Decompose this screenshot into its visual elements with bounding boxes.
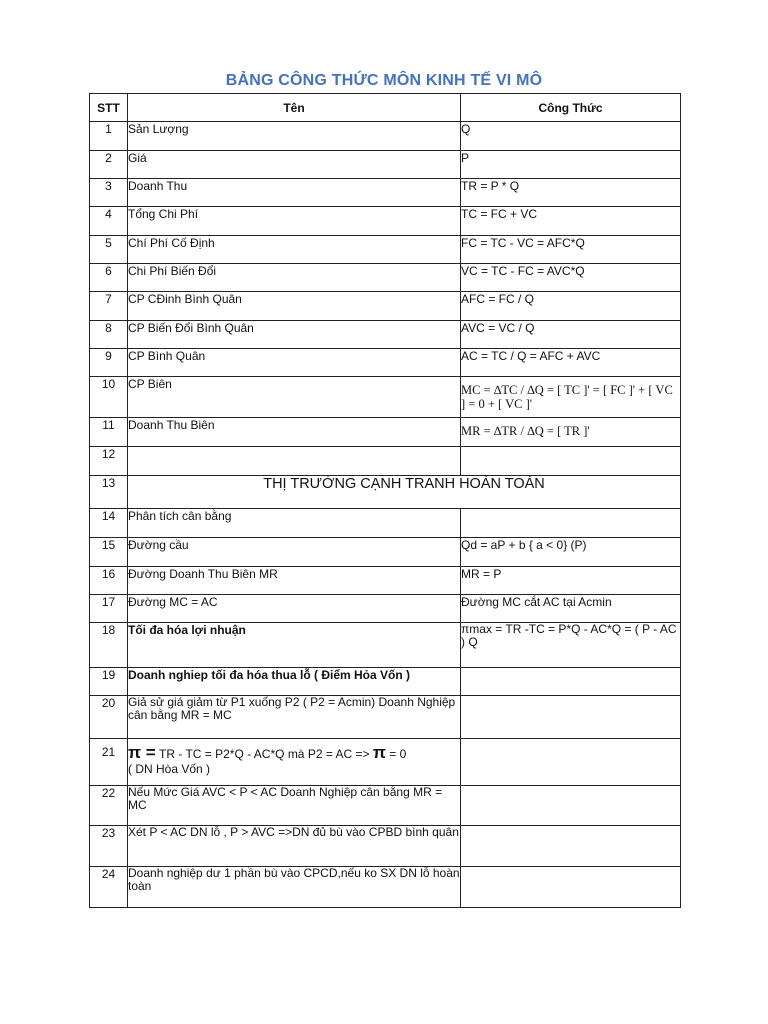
- row-stt: 19: [90, 668, 128, 696]
- row-formula: AVC = VC / Q: [461, 321, 681, 349]
- row-formula: [461, 826, 681, 867]
- row-name: Đường Doanh Thu Biên MR: [128, 567, 461, 595]
- table-row: [90, 595, 681, 623]
- table-row: [90, 623, 681, 668]
- row-name: Phân tích cân bằng: [128, 509, 461, 538]
- row-name: Doanh Thu Biên: [128, 418, 461, 447]
- table-row: [90, 377, 681, 418]
- table-row: [90, 447, 681, 476]
- table-row: [90, 349, 681, 377]
- row-name: Đường cầu: [128, 538, 461, 567]
- row-formula: Q: [461, 122, 681, 151]
- row-formula: TC = FC + VC: [461, 207, 681, 236]
- header-name: Tên: [128, 94, 461, 122]
- row-name-text: ( DN Hòa Vốn ): [128, 762, 211, 776]
- row-stt: 16: [90, 567, 128, 595]
- row-stt: 15: [90, 538, 128, 567]
- pi-symbol: π: [372, 743, 386, 762]
- table-row: [90, 867, 681, 908]
- row-formula: [461, 447, 681, 476]
- table-row: [90, 668, 681, 696]
- table-row: [90, 122, 681, 151]
- row-name: Chí Phí Cố Định: [128, 236, 461, 264]
- row-formula: πmax = TR -TC = P*Q - AC*Q = ( P - AC ) Q: [461, 623, 681, 668]
- table-row: [90, 151, 681, 179]
- row-name: Sản Lượng: [128, 122, 461, 151]
- row-formula: Qd = aP + b { a < 0} (P): [461, 538, 681, 567]
- table-row: [90, 786, 681, 826]
- table-row: [90, 264, 681, 292]
- table-row: [90, 739, 681, 786]
- row-name: Tối đa hóa lợi nhuận: [128, 623, 461, 668]
- row-name: Xét P < AC DN lỗ , P > AVC =>DN đủ bù vào CPBD bình quân: [128, 826, 461, 867]
- row-name: Đường MC = AC: [128, 595, 461, 623]
- row-formula: VC = TC - FC = AVC*Q: [461, 264, 681, 292]
- row-name-text: = 0: [385, 747, 407, 761]
- row-stt: 1: [90, 122, 128, 151]
- row-stt: 24: [90, 867, 128, 908]
- row-name: Nếu Mức Giá AVC < P < AC Doanh Nghiệp cân bằng MR = MC: [128, 786, 461, 826]
- row-formula: P: [461, 151, 681, 179]
- table-header-row: [90, 94, 681, 122]
- row-formula: AFC = FC / Q: [461, 292, 681, 321]
- table-row: [90, 696, 681, 739]
- row-name: Giá: [128, 151, 461, 179]
- row-name: Doanh nghiep tối đa hóa thua lỗ ( Điểm Hỏa Vốn ): [128, 668, 461, 696]
- row-name: Doanh nghiệp dư 1 phần bù vào CPCD,nếu ko SX DN lỗ hoàn toàn: [128, 867, 461, 908]
- row-name: [128, 447, 461, 476]
- table-row: [90, 207, 681, 236]
- row-stt: 14: [90, 509, 128, 538]
- row-formula: [461, 786, 681, 826]
- row-name: CP Biên: [128, 377, 461, 418]
- row-stt: 20: [90, 696, 128, 739]
- table-row: [90, 509, 681, 538]
- row-stt: 4: [90, 207, 128, 236]
- row-stt: 18: [90, 623, 128, 668]
- row-formula: [461, 668, 681, 696]
- table-row: [90, 538, 681, 567]
- page-title: BẢNG CÔNG THỨC MÔN KINH TẾ VI MÔ: [225, 72, 543, 89]
- row-formula: [461, 696, 681, 739]
- row-stt: 13: [90, 476, 128, 509]
- row-name: CP CĐinh Bình Quân: [128, 292, 461, 321]
- row-formula: Đường MC cắt AC tại Acmin: [461, 595, 681, 623]
- row-stt: 6: [90, 264, 128, 292]
- row-name: CP Bình Quân: [128, 349, 461, 377]
- row-formula: [461, 867, 681, 908]
- row-stt: 21: [90, 739, 128, 786]
- row-name: Chi Phí Biến Đổi: [128, 264, 461, 292]
- row-stt: 5: [90, 236, 128, 264]
- row-name: Doanh Thu: [128, 179, 461, 207]
- section-row: [90, 476, 681, 509]
- row-stt: 7: [90, 292, 128, 321]
- section-heading: THỊ TRƯỜNG CẠNH TRANH HOÀN TOÀN: [128, 476, 681, 509]
- row-name: Giả sử giá giảm từ P1 xuống P2 ( P2 = Acmin) Doanh Nghiệp cân bằng MR = MC: [128, 696, 461, 739]
- row-stt: 9: [90, 349, 128, 377]
- table-row: [90, 292, 681, 321]
- row-stt: 3: [90, 179, 128, 207]
- pi-symbol: π =: [128, 743, 156, 762]
- formula-table: [89, 93, 681, 908]
- row-name: Tổng Chi Phí: [128, 207, 461, 236]
- row-formula: FC = TC - VC = AFC*Q: [461, 236, 681, 264]
- table-row: [90, 236, 681, 264]
- header-formula: Công Thức: [461, 94, 681, 122]
- table-row: [90, 179, 681, 207]
- table-row: [90, 418, 681, 447]
- table-row: [90, 321, 681, 349]
- row-name: [128, 739, 461, 786]
- row-stt: 17: [90, 595, 128, 623]
- table-row: [90, 826, 681, 867]
- row-stt: 10: [90, 377, 128, 418]
- row-formula: MR = ∆TR / ∆Q = [ TR ]': [461, 418, 681, 447]
- row-stt: 2: [90, 151, 128, 179]
- row-formula: [461, 739, 681, 786]
- row-stt: 23: [90, 826, 128, 867]
- row-stt: 8: [90, 321, 128, 349]
- row-stt: 22: [90, 786, 128, 826]
- row-stt: 11: [90, 418, 128, 447]
- table-row: [90, 567, 681, 595]
- row-formula: TR = P * Q: [461, 179, 681, 207]
- row-stt: 12: [90, 447, 128, 476]
- row-formula: MC = ∆TC / ∆Q = [ TC ]' = [ FC ]' + [ VC ] = 0 + [ VC ]': [461, 377, 681, 418]
- row-formula: MR = P: [461, 567, 681, 595]
- row-name-text: TR - TC = P2*Q - AC*Q mà P2 = AC =>: [155, 747, 373, 761]
- row-name: CP Biến Đổi Bình Quân: [128, 321, 461, 349]
- header-stt: STT: [90, 94, 128, 122]
- row-formula: [461, 509, 681, 538]
- row-formula: AC = TC / Q = AFC + AVC: [461, 349, 681, 377]
